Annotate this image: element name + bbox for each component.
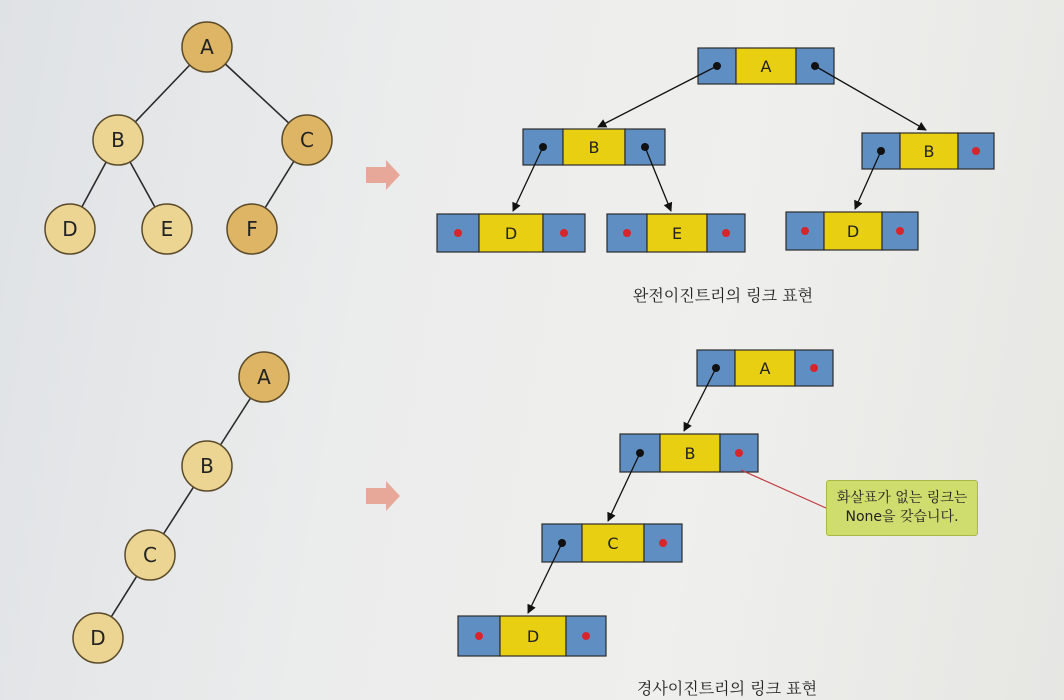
svg-text:D: D (90, 626, 106, 650)
linked-node-b-right (862, 133, 994, 169)
null-dot (972, 147, 980, 155)
null-dot (454, 229, 462, 237)
pointer-arrow (598, 66, 717, 127)
tree-node-e (142, 204, 192, 254)
null-link-note (826, 480, 978, 536)
null-dot (735, 449, 743, 457)
svg-text:F: F (246, 217, 258, 241)
null-dot (623, 229, 631, 237)
skew-node-c (125, 530, 175, 580)
note-line-1: 화살표가 없는 링크는 (836, 490, 968, 506)
linked-node-a (698, 48, 834, 84)
tree-node-a (182, 22, 232, 72)
svg-text:완전이진트리의 링크 표현: 완전이진트리의 링크 표현 (632, 286, 814, 305)
null-dot (659, 539, 667, 547)
null-dot (801, 227, 809, 235)
svg-text:A: A (760, 57, 772, 76)
svg-text:D: D (846, 222, 860, 241)
svg-text:B: B (923, 142, 935, 161)
svg-text:E: E (160, 217, 174, 241)
skewed-linked-arrows (528, 368, 716, 613)
null-dot (810, 364, 818, 372)
tree-node-c (282, 115, 332, 165)
skew-linked-node-c (542, 524, 682, 562)
note-line-2: None을 갖습니다. (845, 509, 959, 525)
skew-node-a (239, 352, 289, 402)
linked-node-d-left (437, 214, 585, 252)
null-dot (475, 632, 483, 640)
svg-text:B: B (111, 128, 125, 152)
skewed-tree-edges (98, 377, 264, 638)
tree-node-d (45, 204, 95, 254)
complete-linked-caption (633, 286, 813, 305)
svg-text:C: C (300, 128, 314, 152)
tree-node-b (93, 115, 143, 165)
svg-text:B: B (588, 138, 600, 157)
skewed-tree (73, 352, 289, 663)
svg-text:C: C (607, 534, 619, 553)
complete-linked-representation (437, 48, 994, 305)
note-leader-line (741, 470, 826, 508)
skew-linked-node-b (620, 434, 758, 472)
svg-text:D: D (62, 217, 78, 241)
skew-node-d (73, 613, 123, 663)
null-dot (896, 227, 904, 235)
svg-text:B: B (200, 454, 214, 478)
skewed-linked-caption (637, 679, 817, 698)
null-dot (560, 229, 568, 237)
svg-text:D: D (526, 627, 540, 646)
svg-text:E: E (671, 224, 683, 243)
null-dot (722, 229, 730, 237)
skew-linked-node-a (697, 350, 833, 386)
svg-text:A: A (200, 35, 214, 59)
skew-node-b (182, 441, 232, 491)
pointer-arrow (815, 66, 926, 130)
skewed-linked-representation (458, 350, 833, 698)
svg-text:경사이진트리의 링크 표현: 경사이진트리의 링크 표현 (636, 679, 818, 698)
svg-text:A: A (759, 359, 771, 378)
transform-arrow-top-icon (366, 160, 400, 190)
null-dot (582, 632, 590, 640)
svg-text:C: C (143, 543, 157, 567)
transform-arrow-bottom-icon (366, 481, 400, 511)
linked-node-e (607, 214, 745, 252)
linked-node-d-right (786, 212, 918, 250)
skew-linked-node-d (458, 616, 606, 656)
tree-node-f (227, 204, 277, 254)
svg-text:B: B (684, 444, 696, 463)
svg-text:D: D (504, 224, 518, 243)
svg-text:A: A (257, 365, 271, 389)
linked-node-b-left (523, 129, 665, 165)
complete-tree (45, 22, 332, 254)
